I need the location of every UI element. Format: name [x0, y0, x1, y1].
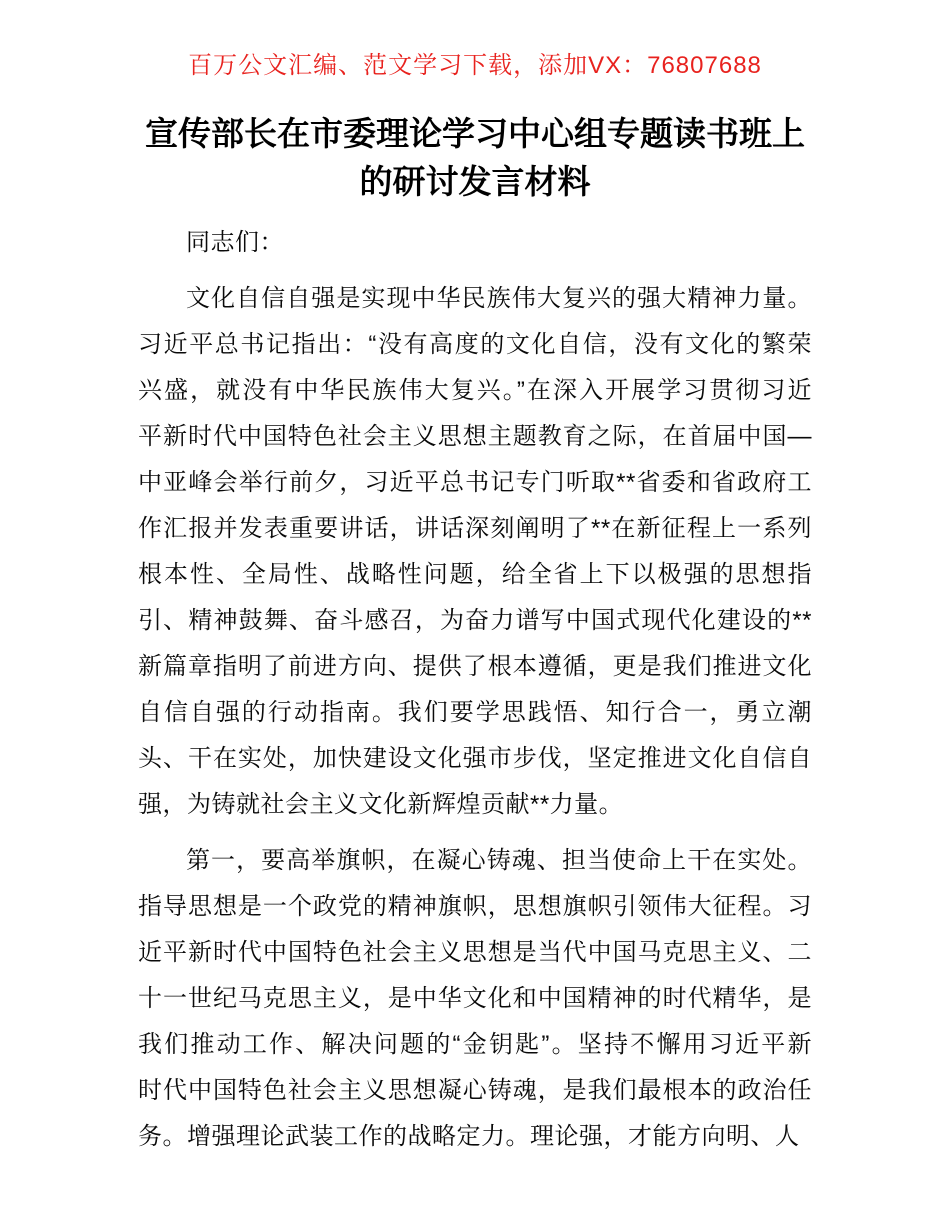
document-line: 时代中国特色社会主义思想凝心铸魂，是我们最根本的政治任 — [138, 1077, 812, 1104]
paragraph — [138, 838, 812, 1160]
document-line: 我们推动工作、解决问题的“金钥匙”。坚持不懈用习近平新 — [138, 1031, 812, 1058]
document-line: 中亚峰会举行前夕，习近平总书记专门听取**省委和省政府工 — [138, 469, 812, 496]
document-line: 文化自信自强是实现中华民族伟大复兴的强大精神力量。 — [186, 285, 812, 312]
document-line: 强，为铸就社会主义文化新辉煌贡献**力量。 — [138, 791, 624, 818]
watermark-banner: 百万公文汇编、范文学习下载，添加VX：76807688 — [188, 52, 762, 79]
page-title-line-2: 的研讨发言材料 — [359, 163, 591, 200]
document-line: 第一，要高举旗帜，在凝心铸魂、担当使命上干在实处。 — [186, 847, 812, 874]
document-line: 新篇章指明了前进方向、提供了根本遵循，更是我们推进文化 — [138, 653, 812, 680]
document-line: 近平新时代中国特色社会主义思想是当代中国马克思主义、二 — [138, 939, 812, 966]
page-title-line-1: 宣传部长在市委理论学习中心组专题读书班上 — [145, 115, 805, 152]
salutation: 同志们： — [186, 229, 284, 256]
page-title — [0, 110, 950, 206]
document-line: 指导思想是一个政党的精神旗帜，思想旗帜引领伟大征程。习 — [138, 893, 812, 920]
document-line: 务。增强理论武装工作的战略定力。理论强，才能方向明、人 — [138, 1123, 800, 1150]
document-line: 习近平总书记指出：“没有高度的文化自信，没有文化的繁荣 — [138, 331, 812, 358]
document-line: 根本性、全局性、战略性问题，给全省上下以极强的思想指 — [138, 561, 812, 588]
document-line: 平新时代中国特色社会主义思想主题教育之际，在首届中国— — [138, 423, 812, 450]
document-line: 作汇报并发表重要讲话，讲话深刻阐明了**在新征程上一系列 — [138, 515, 812, 542]
salutation-paragraph — [138, 220, 812, 266]
document-line: 自信自强的行动指南。我们要学思践悟、知行合一，勇立潮 — [138, 699, 812, 726]
document-line: 引、精神鼓舞、奋斗感召，为奋力谱写中国式现代化建设的** — [138, 607, 812, 634]
document-body — [138, 206, 812, 1160]
document-line: 头、干在实处，加快建设文化强市步伐，坚定推进文化自信自 — [138, 745, 812, 772]
paragraph — [138, 276, 812, 828]
document-line: 兴盛，就没有中华民族伟大复兴。”在深入开展学习贯彻习近 — [138, 377, 812, 404]
paragraphs-container — [138, 276, 812, 1160]
document-line: 十一世纪马克思主义，是中华文化和中国精神的时代精华，是 — [138, 985, 812, 1012]
